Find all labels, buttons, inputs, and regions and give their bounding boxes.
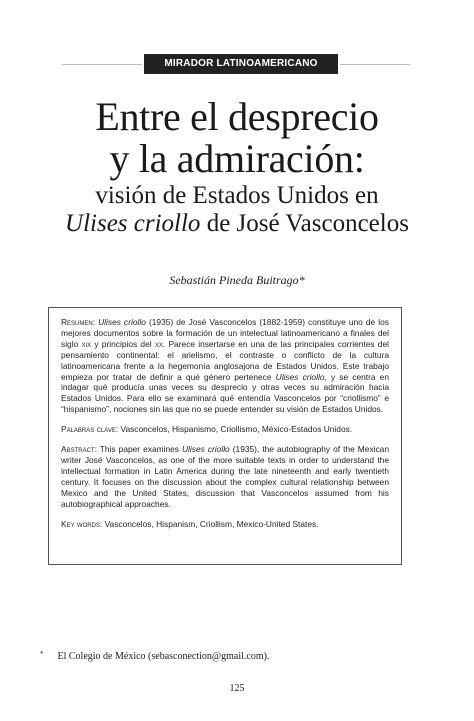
footnote-text: El Colegio de México (sebasconection@gmail.com).: [57, 651, 270, 662]
section-tag: MIRADOR LATINOAMERICANO: [144, 54, 338, 74]
resumen-text-1: (1935) de José Vasconcelos (1882-1959) constituye uno de los mejores documentos sobre la formación de un intelectual latinoamericano a finales del siglo: [61, 317, 389, 349]
author-name: Sebastián Pineda Buitrago*: [169, 273, 305, 287]
resumen-text-2: y principios del: [91, 338, 155, 349]
header-rule-left: [62, 64, 142, 65]
abstract-work: Ulises criollo: [182, 444, 230, 455]
palabras-clave-paragraph: [61, 424, 389, 435]
abstract-box: [48, 307, 402, 565]
resumen-work: Ulises criollo: [98, 317, 146, 327]
abstract-label: Abstract:: [61, 444, 97, 455]
century-19: xix: [81, 338, 92, 349]
abstract-text-1: This paper examines: [96, 444, 182, 455]
abstract-text-2: (1935), the autobiography of the Mexican writer José Vasconcelos, as one of the more suitable texts in order to understand the intellectual formation in Latin America during the late nineteenth and early twentieth century. It focuses on the discussion about the complex cultural relationship between Mexico and the United States, discussion that Vasconcelos assumed from his autobiographical approaches.: [61, 444, 389, 509]
page-number: 125: [229, 683, 245, 694]
century-20: xx: [154, 338, 163, 349]
subtitle-work-title: Ulises criollo: [65, 210, 201, 237]
article-title: [20, 96, 454, 238]
keywords-paragraph: [61, 519, 389, 530]
resumen-text-3: . Parece insertarse en una de las principales corrientes del pensamiento continental: el arielismo, el contraste o conflicto de la cultura latinoamericana frente a la hegemonía anglosajona de Estados Unidos. Este trabajo empieza por tratar de definir a qué género pertenece: [61, 338, 389, 382]
title-line-2: y la admiración:: [109, 136, 365, 181]
abstract-paragraph: [61, 444, 389, 509]
subtitle-line-1: visión de Estados Unidos en: [95, 182, 379, 209]
subtitle-rest: de José Vasconcelos: [200, 210, 409, 237]
palabras-clave-label: Palabras clave:: [61, 424, 119, 435]
keywords-text: Vasconcelos, Hispanism, Criollism, Mexico-United States.: [102, 518, 319, 529]
footnote: [40, 651, 440, 662]
resumen-work-2: Ulises criollo: [275, 371, 325, 382]
footnote-mark: *: [40, 650, 44, 658]
resumen-paragraph: [61, 317, 389, 415]
palabras-clave-text: Vasconcelos, Hispanismo, Criollismo, México-Estados Unidos.: [118, 424, 353, 435]
title-line-1: Entre el desprecio: [95, 94, 379, 139]
resumen-label: Resumen:: [61, 317, 96, 327]
header-rule-right: [340, 64, 410, 65]
subtitle-line-2: [20, 210, 454, 238]
resumen-text-4: , y se centra en indagar qué producía unas veces su desprecio y otras veces su admiración hacia Estados Unidos. Para ello se examinará qué entendía Vasconcelos por “criollismo” e “hispanismo”, nociones sin las que no se puede entender su visión de Estados Unidos.: [61, 371, 389, 415]
keywords-label: Key words:: [61, 518, 103, 529]
